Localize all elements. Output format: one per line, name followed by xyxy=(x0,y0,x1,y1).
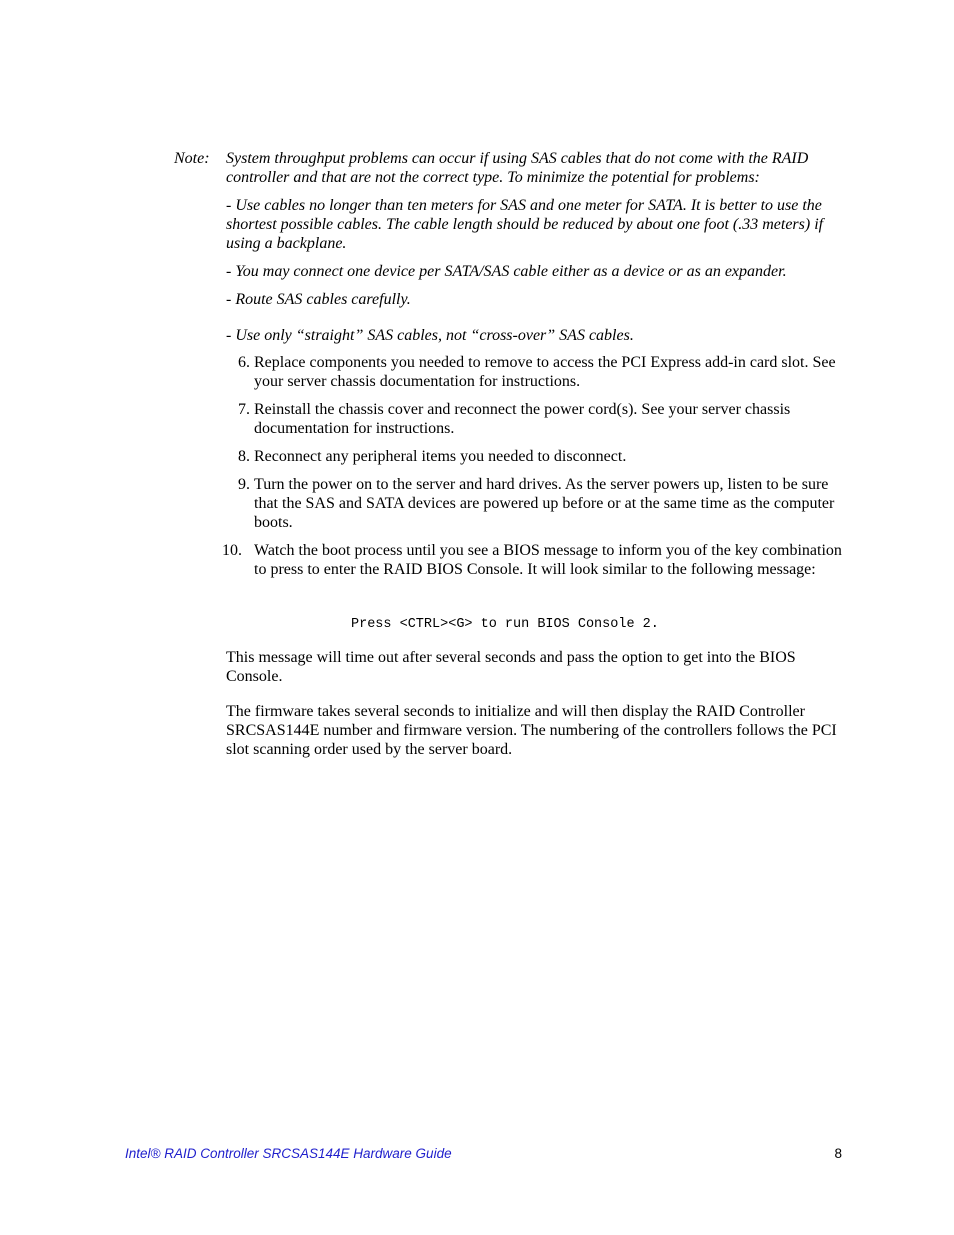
list-item xyxy=(226,475,846,532)
list-item xyxy=(226,447,846,466)
step-text: Replace components you needed to remove to access the PCI Express add-in card slot. See your server chassis documentation for instructions. xyxy=(254,354,836,390)
note-paragraph: - You may connect one device per SATA/SAS cable either as a device or as an expander. xyxy=(226,263,787,280)
note-paragraph: - Use cables no longer than ten meters for SAS and one meter for SATA. It is better to use the shortest possible cables. The cable length should be reduced by about one foot (.33 meters) if using a backplane. xyxy=(226,197,824,252)
step-list xyxy=(222,353,846,588)
footer-title: Intel® RAID Controller SRCSAS144E Hardware Guide xyxy=(125,1146,452,1161)
page-number: 8 xyxy=(834,1146,842,1161)
bios-message-code: Press <CTRL><G> to run BIOS Console 2. xyxy=(351,617,659,632)
list-item xyxy=(222,541,846,579)
note-paragraph: - Use only “straight” SAS cables, not “cross-over” SAS cables. xyxy=(226,327,634,344)
list-item xyxy=(226,353,846,391)
note-block xyxy=(174,149,844,345)
body-paragraph: The firmware takes several seconds to initialize and will then display the RAID Controller SRCSAS144E number and firmware version. The numbering of the controllers follows the PCI slot scanning order used by the server board. xyxy=(226,703,837,758)
step-text: Watch the boot process until you see a BIOS message to inform you of the key combination to press to enter the RAID BIOS Console. It will look similar to the following message: xyxy=(254,542,842,578)
note-paragraph: System throughput problems can occur if using SAS cables that do not come with the RAID controller and that are not the correct type. To minimize the potential for problems: xyxy=(226,150,809,186)
note-body xyxy=(226,149,844,345)
note-paragraph: - Route SAS cables carefully. xyxy=(226,291,411,308)
step-number: 6. xyxy=(238,354,250,371)
step-text: Reconnect any peripheral items you needed to disconnect. xyxy=(254,448,627,465)
step-number: 7. xyxy=(238,401,250,418)
step-number: 10. xyxy=(222,542,242,559)
step-text: Reinstall the chassis cover and reconnect the power cord(s). See your server chassis documentation for instructions. xyxy=(254,401,791,437)
note-label: Note: xyxy=(174,150,210,167)
step-number: 8. xyxy=(238,448,250,465)
body-paragraph: This message will time out after several seconds and pass the option to get into the BIOS Console. xyxy=(226,649,796,685)
step-text: Turn the power on to the server and hard drives. As the server powers up, listen to be sure that the SAS and SATA devices are powered up before or at the same time as the computer boots. xyxy=(254,476,835,531)
list-item xyxy=(226,400,846,438)
step-number: 9. xyxy=(238,476,250,493)
